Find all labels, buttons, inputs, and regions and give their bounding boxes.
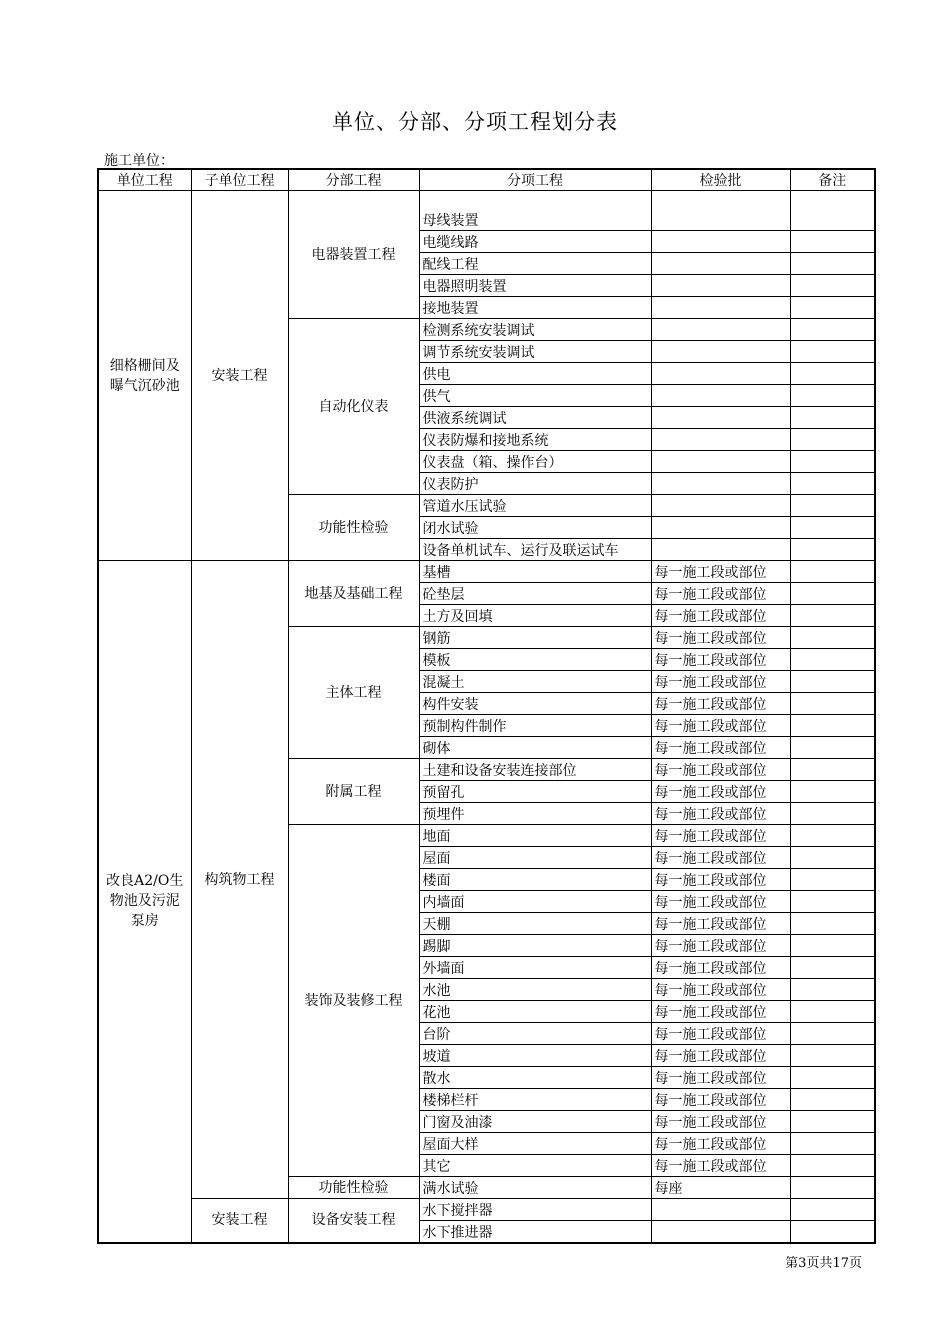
remark-cell bbox=[790, 935, 875, 957]
batch-cell: 每一施工段或部位 bbox=[651, 847, 790, 869]
division-cell: 附属工程 bbox=[288, 759, 419, 825]
table-row bbox=[98, 191, 875, 231]
remark-cell bbox=[790, 759, 875, 781]
batch-cell bbox=[651, 385, 790, 407]
remark-cell bbox=[790, 429, 875, 451]
batch-cell: 每座 bbox=[651, 1177, 790, 1199]
remark-cell bbox=[790, 517, 875, 539]
division-cell: 装饰及装修工程 bbox=[288, 825, 419, 1177]
batch-cell: 每一施工段或部位 bbox=[651, 1067, 790, 1089]
batch-cell: 每一施工段或部位 bbox=[651, 605, 790, 627]
item-cell: 预留孔 bbox=[419, 781, 651, 803]
item-cell: 踢脚 bbox=[419, 935, 651, 957]
batch-cell: 每一施工段或部位 bbox=[651, 627, 790, 649]
table-row bbox=[98, 561, 875, 583]
item-cell: 构件安装 bbox=[419, 693, 651, 715]
batch-cell: 每一施工段或部位 bbox=[651, 1155, 790, 1177]
item-cell: 水池 bbox=[419, 979, 651, 1001]
table-header-row bbox=[98, 169, 875, 191]
remark-cell bbox=[790, 583, 875, 605]
unit-cell: 细格栅间及曝气沉砂池 bbox=[98, 191, 191, 561]
item-cell: 水下搅拌器 bbox=[419, 1199, 651, 1221]
item-cell: 散水 bbox=[419, 1067, 651, 1089]
remark-cell bbox=[790, 191, 875, 231]
item-cell: 屋面大样 bbox=[419, 1133, 651, 1155]
item-cell: 调节系统安装调试 bbox=[419, 341, 651, 363]
batch-cell: 每一施工段或部位 bbox=[651, 913, 790, 935]
remark-cell bbox=[790, 231, 875, 253]
item-cell: 地面 bbox=[419, 825, 651, 847]
remark-cell bbox=[790, 1089, 875, 1111]
division-cell: 地基及基础工程 bbox=[288, 561, 419, 627]
batch-cell: 每一施工段或部位 bbox=[651, 649, 790, 671]
item-cell: 仪表盘（箱、操作台） bbox=[419, 451, 651, 473]
batch-cell: 每一施工段或部位 bbox=[651, 693, 790, 715]
batch-cell: 每一施工段或部位 bbox=[651, 803, 790, 825]
remark-cell bbox=[790, 385, 875, 407]
item-cell: 供气 bbox=[419, 385, 651, 407]
item-cell: 模板 bbox=[419, 649, 651, 671]
batch-cell: 每一施工段或部位 bbox=[651, 671, 790, 693]
batch-cell bbox=[651, 451, 790, 473]
item-cell: 接地装置 bbox=[419, 297, 651, 319]
construction-unit-label: 施工单位： bbox=[104, 153, 174, 169]
remark-cell bbox=[790, 715, 875, 737]
batch-cell: 每一施工段或部位 bbox=[651, 1133, 790, 1155]
remark-cell bbox=[790, 1111, 875, 1133]
item-cell: 楼梯栏杆 bbox=[419, 1089, 651, 1111]
header-remark: 备注 bbox=[790, 169, 875, 191]
batch-cell: 每一施工段或部位 bbox=[651, 1023, 790, 1045]
batch-cell: 每一施工段或部位 bbox=[651, 759, 790, 781]
remark-cell bbox=[790, 957, 875, 979]
division-cell: 设备安装工程 bbox=[288, 1199, 419, 1243]
batch-cell bbox=[651, 1221, 790, 1243]
remark-cell bbox=[790, 319, 875, 341]
item-cell: 花池 bbox=[419, 1001, 651, 1023]
item-cell: 母线装置 bbox=[419, 191, 651, 231]
remark-cell bbox=[790, 1221, 875, 1243]
division-cell: 功能性检验 bbox=[288, 1177, 419, 1199]
batch-cell bbox=[651, 517, 790, 539]
batch-cell bbox=[651, 191, 790, 231]
header-subunit: 子单位工程 bbox=[191, 169, 288, 191]
item-cell: 混凝土 bbox=[419, 671, 651, 693]
batch-cell: 每一施工段或部位 bbox=[651, 825, 790, 847]
division-table bbox=[97, 168, 876, 1244]
header-batch: 检验批 bbox=[651, 169, 790, 191]
batch-cell bbox=[651, 319, 790, 341]
remark-cell bbox=[790, 627, 875, 649]
batch-cell bbox=[651, 1199, 790, 1221]
remark-cell bbox=[790, 297, 875, 319]
subunit-cell: 安装工程 bbox=[191, 1199, 288, 1243]
remark-cell bbox=[790, 1045, 875, 1067]
item-cell: 其它 bbox=[419, 1155, 651, 1177]
item-cell: 天棚 bbox=[419, 913, 651, 935]
remark-cell bbox=[790, 913, 875, 935]
remark-cell bbox=[790, 451, 875, 473]
item-cell: 土方及回填 bbox=[419, 605, 651, 627]
batch-cell: 每一施工段或部位 bbox=[651, 715, 790, 737]
batch-cell bbox=[651, 231, 790, 253]
item-cell: 台阶 bbox=[419, 1023, 651, 1045]
header-unit: 单位工程 bbox=[98, 169, 191, 191]
item-cell: 门窗及油漆 bbox=[419, 1111, 651, 1133]
remark-cell bbox=[790, 803, 875, 825]
division-cell: 自动化仪表 bbox=[288, 319, 419, 495]
item-cell: 供液系统调试 bbox=[419, 407, 651, 429]
item-cell: 电缆线路 bbox=[419, 231, 651, 253]
remark-cell bbox=[790, 869, 875, 891]
remark-cell bbox=[790, 1133, 875, 1155]
item-cell: 外墙面 bbox=[419, 957, 651, 979]
division-cell: 功能性检验 bbox=[288, 495, 419, 561]
batch-cell: 每一施工段或部位 bbox=[651, 957, 790, 979]
item-cell: 设备单机试车、运行及联运试车 bbox=[419, 539, 651, 561]
batch-cell: 每一施工段或部位 bbox=[651, 781, 790, 803]
remark-cell bbox=[790, 847, 875, 869]
batch-cell: 每一施工段或部位 bbox=[651, 869, 790, 891]
remark-cell bbox=[790, 781, 875, 803]
unit-cell: 改良A2/O生物池及污泥泵房 bbox=[98, 561, 191, 1243]
item-cell: 预埋件 bbox=[419, 803, 651, 825]
division-cell: 电器装置工程 bbox=[288, 191, 419, 319]
remark-cell bbox=[790, 341, 875, 363]
item-cell: 仪表防爆和接地系统 bbox=[419, 429, 651, 451]
remark-cell bbox=[790, 473, 875, 495]
remark-cell bbox=[790, 495, 875, 517]
item-cell: 水下推进器 bbox=[419, 1221, 651, 1243]
item-cell: 钢筋 bbox=[419, 627, 651, 649]
item-cell: 内墙面 bbox=[419, 891, 651, 913]
item-cell: 管道水压试验 bbox=[419, 495, 651, 517]
remark-cell bbox=[790, 737, 875, 759]
remark-cell bbox=[790, 561, 875, 583]
batch-cell bbox=[651, 539, 790, 561]
item-cell: 土建和设备安装连接部位 bbox=[419, 759, 651, 781]
item-cell: 坡道 bbox=[419, 1045, 651, 1067]
remark-cell bbox=[790, 649, 875, 671]
item-cell: 基槽 bbox=[419, 561, 651, 583]
batch-cell bbox=[651, 341, 790, 363]
remark-cell bbox=[790, 1001, 875, 1023]
batch-cell: 每一施工段或部位 bbox=[651, 979, 790, 1001]
page-footer: 第3页共17页 bbox=[785, 1256, 862, 1271]
batch-cell bbox=[651, 363, 790, 385]
batch-cell: 每一施工段或部位 bbox=[651, 935, 790, 957]
subunit-cell: 安装工程 bbox=[191, 191, 288, 561]
item-cell: 供电 bbox=[419, 363, 651, 385]
batch-cell bbox=[651, 253, 790, 275]
remark-cell bbox=[790, 407, 875, 429]
batch-cell: 每一施工段或部位 bbox=[651, 1045, 790, 1067]
item-cell: 检测系统安装调试 bbox=[419, 319, 651, 341]
remark-cell bbox=[790, 891, 875, 913]
item-cell: 仪表防护 bbox=[419, 473, 651, 495]
remark-cell bbox=[790, 605, 875, 627]
item-cell: 电器照明装置 bbox=[419, 275, 651, 297]
remark-cell bbox=[790, 1155, 875, 1177]
remark-cell bbox=[790, 1067, 875, 1089]
batch-cell: 每一施工段或部位 bbox=[651, 561, 790, 583]
division-cell: 主体工程 bbox=[288, 627, 419, 759]
item-cell: 满水试验 bbox=[419, 1177, 651, 1199]
batch-cell: 每一施工段或部位 bbox=[651, 1111, 790, 1133]
item-cell: 砼垫层 bbox=[419, 583, 651, 605]
batch-cell: 每一施工段或部位 bbox=[651, 1089, 790, 1111]
batch-cell bbox=[651, 429, 790, 451]
subunit-cell: 构筑物工程 bbox=[191, 561, 288, 1199]
table-body bbox=[98, 191, 875, 1243]
remark-cell bbox=[790, 253, 875, 275]
header-item: 分项工程 bbox=[419, 169, 651, 191]
batch-cell bbox=[651, 473, 790, 495]
batch-cell: 每一施工段或部位 bbox=[651, 583, 790, 605]
remark-cell bbox=[790, 825, 875, 847]
batch-cell bbox=[651, 495, 790, 517]
remark-cell bbox=[790, 979, 875, 1001]
page-title: 单位、分部、分项工程划分表 bbox=[332, 110, 618, 134]
remark-cell bbox=[790, 1023, 875, 1045]
batch-cell bbox=[651, 275, 790, 297]
batch-cell: 每一施工段或部位 bbox=[651, 1001, 790, 1023]
item-cell: 砌体 bbox=[419, 737, 651, 759]
item-cell: 屋面 bbox=[419, 847, 651, 869]
remark-cell bbox=[790, 1177, 875, 1199]
batch-cell: 每一施工段或部位 bbox=[651, 737, 790, 759]
remark-cell bbox=[790, 363, 875, 385]
batch-cell: 每一施工段或部位 bbox=[651, 891, 790, 913]
item-cell: 预制构件制作 bbox=[419, 715, 651, 737]
item-cell: 楼面 bbox=[419, 869, 651, 891]
remark-cell bbox=[790, 539, 875, 561]
item-cell: 配线工程 bbox=[419, 253, 651, 275]
remark-cell bbox=[790, 671, 875, 693]
batch-cell bbox=[651, 297, 790, 319]
item-cell: 闭水试验 bbox=[419, 517, 651, 539]
header-division: 分部工程 bbox=[288, 169, 419, 191]
remark-cell bbox=[790, 275, 875, 297]
remark-cell bbox=[790, 1199, 875, 1221]
batch-cell bbox=[651, 407, 790, 429]
remark-cell bbox=[790, 693, 875, 715]
table-row bbox=[98, 1199, 875, 1221]
